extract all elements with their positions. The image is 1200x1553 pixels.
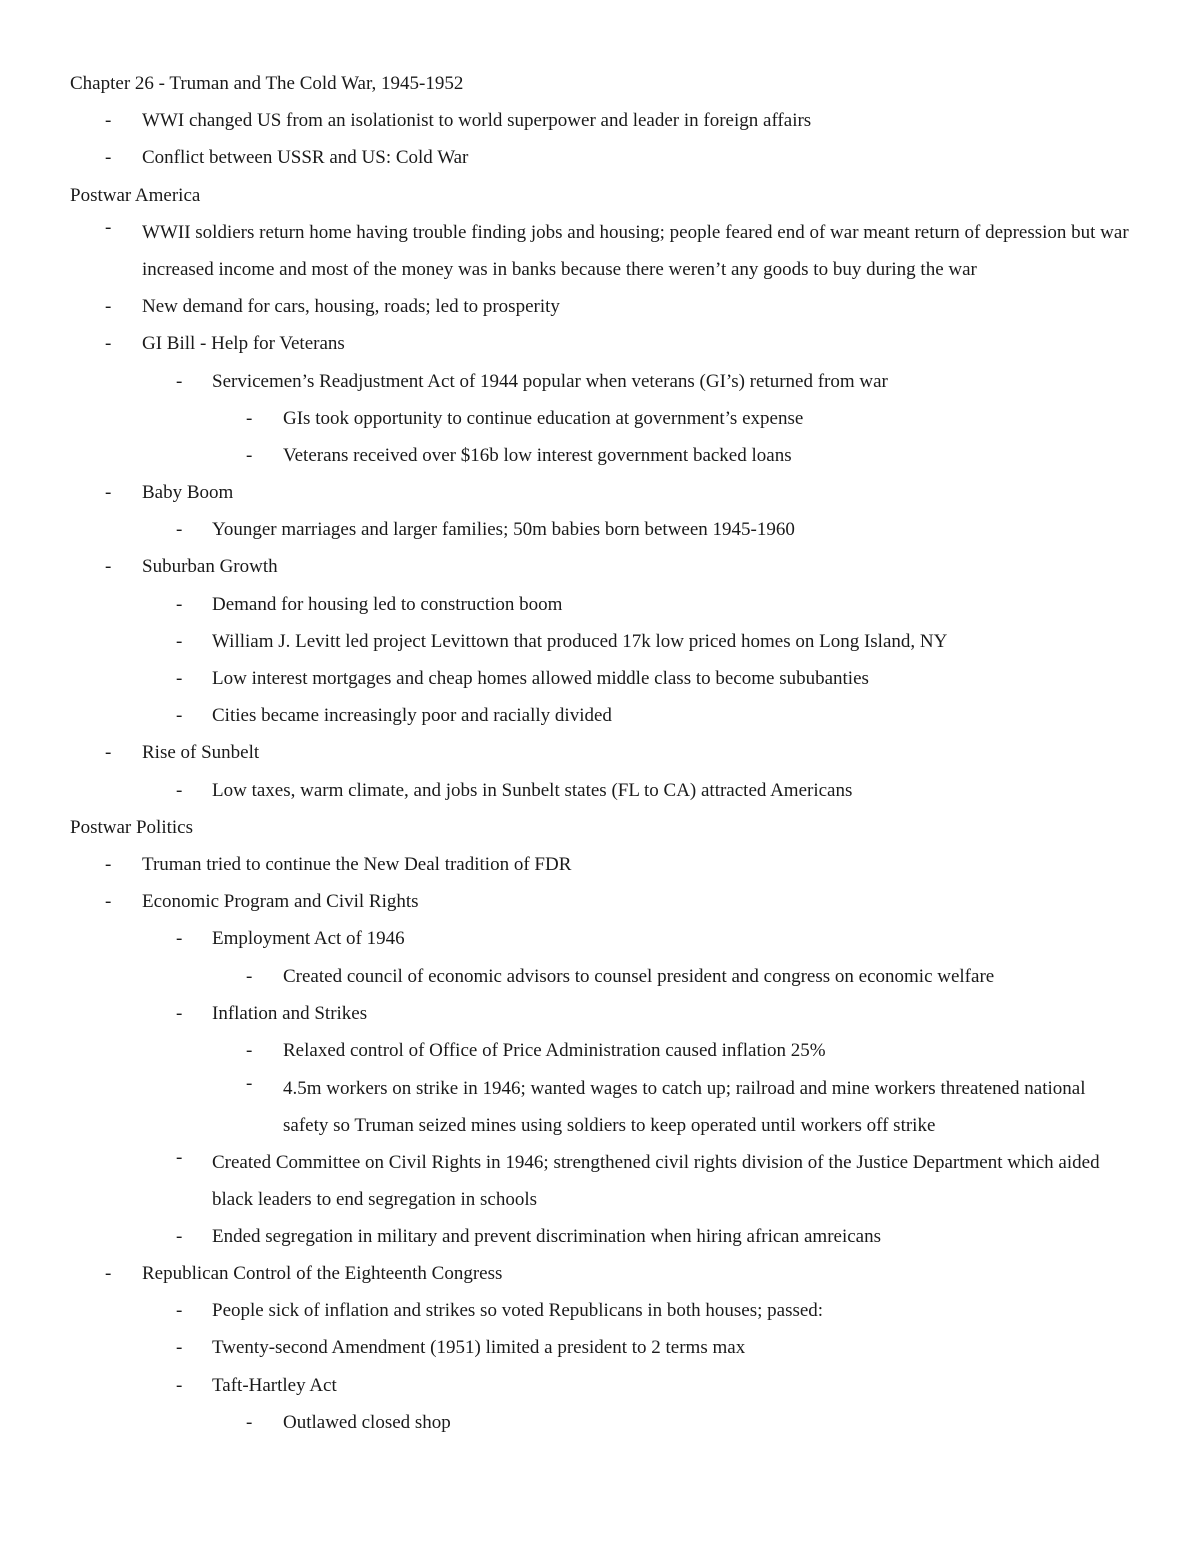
- bullet-dash: -: [105, 217, 112, 239]
- bullet-text: GI Bill - Help for Veterans: [142, 333, 345, 355]
- bullet-dash: -: [176, 593, 183, 615]
- bullet-dash: -: [176, 1337, 183, 1359]
- bullet-text: GIs took opportunity to continue education at government’s expense: [283, 407, 804, 429]
- bullet-text: Created council of economic advisors to counsel president and congress on economic welfare: [283, 965, 995, 987]
- bullet-item-level-2: [0, 1223, 1200, 1260]
- bullet-text: WWI changed US from an isolationist to world superpower and leader in foreign affairs: [142, 110, 812, 132]
- bullet-item-level-1: [0, 851, 1200, 888]
- bullet-item-level-1: [0, 144, 1200, 181]
- bullet-text: Created Committee on Civil Rights in 1946; strengthened civil rights division of the Justice Department which aided black leaders to end segregation in schools: [212, 1151, 1100, 1211]
- bullet-item-level-2: [0, 925, 1200, 962]
- bullet-text: Twenty-second Amendment (1951) limited a president to 2 terms max: [212, 1337, 746, 1359]
- bullet-text: Veterans received over $16b low interest government backed loans: [283, 444, 792, 466]
- bullet-item-level-1: [0, 107, 1200, 144]
- bullet-text: Truman tried to continue the New Deal tradition of FDR: [142, 853, 572, 875]
- bullet-item-level-2: [0, 1144, 1200, 1223]
- bullet-dash: -: [176, 1002, 183, 1024]
- section-heading: Postwar Politics: [70, 816, 193, 838]
- bullet-item-level-3: [0, 963, 1200, 1000]
- bullet-text: Taft-Hartley Act: [212, 1374, 337, 1396]
- bullet-dash: -: [105, 110, 112, 132]
- bullet-dash: -: [246, 444, 253, 466]
- bullet-text: Servicemen’s Readjustment Act of 1944 popular when veterans (GI’s) returned from war: [212, 370, 888, 392]
- bullet-text: Low interest mortgages and cheap homes allowed middle class to become sububanties: [212, 668, 869, 690]
- bullet-item-level-2: [0, 1372, 1200, 1409]
- bullet-item-level-2: [0, 1297, 1200, 1334]
- bullet-dash: -: [176, 928, 183, 950]
- bullet-dash: -: [105, 1263, 112, 1285]
- bullet-dash: -: [176, 1300, 183, 1322]
- bullet-item-level-1: [0, 479, 1200, 516]
- bullet-text: Demand for housing led to construction boom: [212, 593, 563, 615]
- bullet-dash: -: [246, 1411, 253, 1433]
- bullet-text: Rise of Sunbelt: [142, 742, 260, 764]
- document-page: [0, 70, 1200, 1446]
- bullet-item-level-2: [0, 591, 1200, 628]
- bullet-item-level-1: [0, 293, 1200, 330]
- bullet-text: People sick of inflation and strikes so voted Republicans in both houses; passed:: [212, 1300, 824, 1322]
- bullet-item-level-2: [0, 1000, 1200, 1037]
- bullet-item-level-1: [0, 214, 1200, 293]
- bullet-item-level-2: [0, 702, 1200, 739]
- bullet-text: Suburban Growth: [142, 556, 278, 578]
- bullet-item-level-2: [0, 368, 1200, 405]
- bullet-dash: -: [176, 370, 183, 392]
- bullet-item-level-1: [0, 1260, 1200, 1297]
- bullet-item-level-2: [0, 1334, 1200, 1371]
- bullet-dash: -: [105, 853, 112, 875]
- bullet-text: Republican Control of the Eighteenth Congress: [142, 1263, 503, 1285]
- bullet-dash: -: [105, 296, 112, 318]
- bullet-text: Inflation and Strikes: [212, 1002, 368, 1024]
- section-heading: Postwar America: [70, 184, 201, 206]
- bullet-text: 4.5m workers on strike in 1946; wanted wages to catch up; railroad and mine workers threatened national safety so Truman seized mines using soldiers to keep operated until workers off strike: [283, 1077, 1086, 1136]
- bullet-item-level-2: [0, 777, 1200, 814]
- section-heading: Chapter 26 - Truman and The Cold War, 1945-1952: [70, 73, 464, 94]
- bullet-item-level-3: [0, 442, 1200, 479]
- bullet-item-level-3: [0, 1409, 1200, 1446]
- bullet-dash: -: [246, 965, 253, 987]
- bullet-text: Conflict between USSR and US: Cold War: [142, 147, 469, 169]
- bullet-dash: -: [105, 556, 112, 578]
- bullet-text: Relaxed control of Office of Price Administration caused inflation 25%: [283, 1039, 826, 1061]
- bullet-dash: -: [105, 482, 112, 504]
- bullet-item-level-2: [0, 628, 1200, 665]
- bullet-dash: -: [176, 1225, 183, 1247]
- bullet-text: Economic Program and Civil Rights: [142, 891, 419, 913]
- bullet-text: William J. Levitt led project Levittown that produced 17k low priced homes on Long Island, NY: [212, 630, 948, 652]
- bullet-text: Younger marriages and larger families; 50m babies born between 1945-1960: [212, 519, 795, 541]
- bullet-dash: -: [105, 891, 112, 913]
- bullet-text: Baby Boom: [142, 482, 234, 504]
- bullet-dash: -: [176, 1146, 183, 1168]
- bullet-item-level-3: [0, 1070, 1200, 1149]
- bullet-dash: -: [105, 742, 112, 764]
- bullet-dash: -: [176, 630, 183, 652]
- bullet-dash: -: [176, 1374, 183, 1396]
- bullet-item-level-2: [0, 516, 1200, 553]
- bullet-dash: -: [176, 668, 183, 690]
- bullet-dash: -: [246, 1039, 253, 1061]
- bullet-dash: -: [176, 779, 183, 801]
- bullet-dash: -: [176, 705, 183, 727]
- bullet-text: Ended segregation in military and prevent discrimination when hiring african amreicans: [212, 1225, 881, 1247]
- bullet-item-level-1: [0, 330, 1200, 367]
- bullet-text: Employment Act of 1946: [212, 928, 405, 950]
- bullet-item-level-3: [0, 405, 1200, 442]
- bullet-item-level-1: [0, 553, 1200, 590]
- bullet-dash: -: [105, 147, 112, 169]
- bullet-dash: -: [246, 1072, 253, 1094]
- bullet-text: Low taxes, warm climate, and jobs in Sunbelt states (FL to CA) attracted Americans: [212, 779, 853, 801]
- bullet-text: WWII soldiers return home having trouble finding jobs and housing; people feared end of war meant return of depression but war increased income and most of the money was in banks because there weren’t any goods to buy during the war: [142, 222, 1129, 281]
- bullet-text: Outlawed closed shop: [283, 1411, 451, 1433]
- bullet-dash: -: [176, 519, 183, 541]
- bullet-item-level-1: [0, 739, 1200, 776]
- bullet-item-level-1: [0, 888, 1200, 925]
- bullet-text: Cities became increasingly poor and racially divided: [212, 705, 612, 727]
- bullet-item-level-2: [0, 665, 1200, 702]
- bullet-dash: -: [105, 333, 112, 355]
- bullet-text: New demand for cars, housing, roads; led to prosperity: [142, 296, 560, 318]
- bullet-dash: -: [246, 407, 253, 429]
